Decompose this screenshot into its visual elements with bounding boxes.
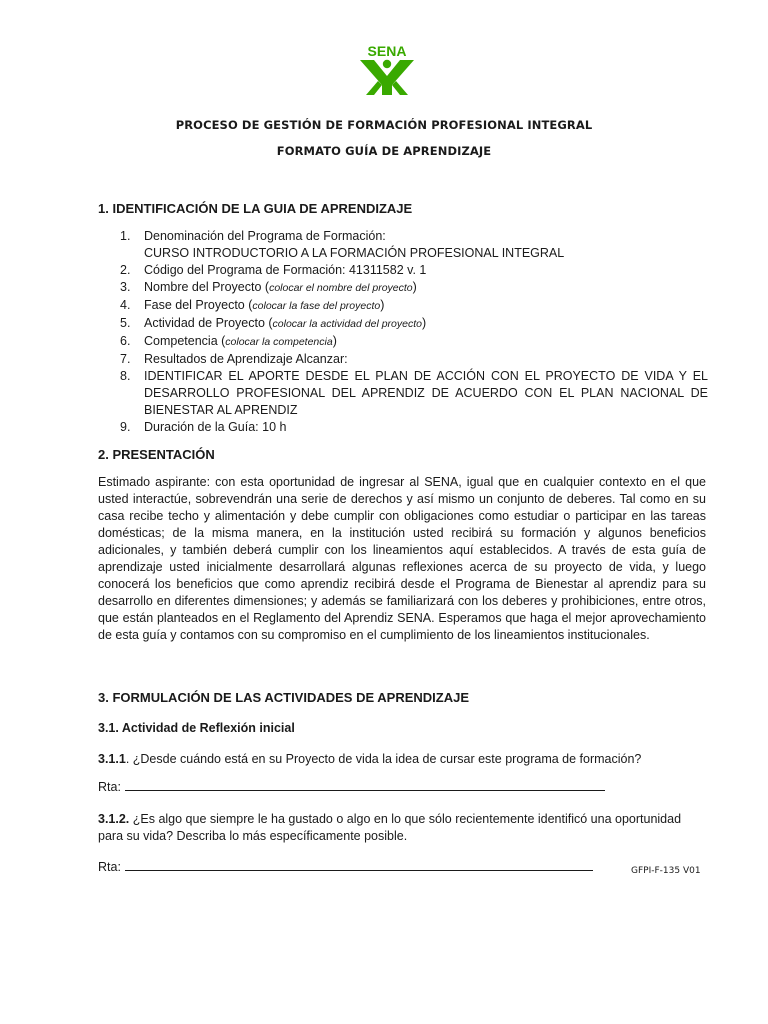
answer-line[interactable] xyxy=(125,869,593,871)
section-1-heading: 1. IDENTIFICACIÓN DE LA GUIA DE APRENDIZAJE xyxy=(98,201,413,216)
list-item: 4. Fase del Proyecto (colocar la fase del proyecto) xyxy=(120,298,385,312)
answer-line[interactable] xyxy=(125,789,605,791)
answer-3-1-2[interactable]: Rta: xyxy=(98,860,593,874)
section-2-heading: 2. PRESENTACIÓN xyxy=(98,447,215,462)
section-3-heading: 3. FORMULACIÓN DE LAS ACTIVIDADES DE APRENDIZAJE xyxy=(98,690,470,705)
sena-logo-text: SENA xyxy=(367,43,407,59)
answer-3-1-1[interactable]: Rta: xyxy=(98,780,605,794)
list-item: 2. Código del Programa de Formación: 41311582 v. 1 xyxy=(120,263,427,277)
sena-logo xyxy=(356,40,418,96)
question-3-1-1: 3.1.1. ¿Desde cuándo está en su Proyecto de vida la idea de cursar este programa de formación? xyxy=(98,752,642,766)
form-code: GFPI-F-135 V01 xyxy=(631,866,701,876)
document-title: PROCESO DE GESTIÓN DE FORMACIÓN PROFESIONAL INTEGRAL xyxy=(175,118,593,132)
document-subtitle: FORMATO GUÍA DE APRENDIZAJE xyxy=(276,144,492,158)
presentation-paragraph: Estimado aspirante: con esta oportunidad de ingresar al SENA, igual que en cualquier contexto en el que usted interactúe, sobrevendrán una serie de derechos y así mismo un conjunto de deberes. Tal como en su casa recibe techo y alimentación y debe cumplir con obligaciones como estudiar o participar en las tareas domésticas; de la misma manera, en la institución usted recibirá su formación y algunos beneficios adicionales, y también deberá cumplir con los lineamientos aquí establecidos. A través de esta guía de aprendizaje usted inicialmente desarrollará algunas reflexiones acerca de su proyecto de vida, y luego conocerá los beneficios que como aprendiz recibirá desde el Programa de Bienestar al aprendiz para su desarrollo en diferentes dimensiones; y además se familiarizará con los deberes y prohibiciones, entre otros, que están planteados en el Reglamento del Aprendiz SENA. Esperamos que haga el mejor aprovechamiento de esta guía y contamos con su compromiso en el cumplimiento de los lineamientos institucionales. xyxy=(98,475,706,642)
list-item: 1. Denominación del Programa de Formación: CURSO INTRODUCTORIO A LA FORMACIÓN PROFESIONAL INTEGRAL xyxy=(120,229,565,260)
list-item: 8. IDENTIFICAR EL APORTE DESDE EL PLAN DE ACCIÓN CON EL PROYECTO DE VIDA Y EL DESARROLLO PROFESIONAL DEL APRENDIZ DE ACUERDO CON EL PLAN NACIONAL DE BIENESTAR AL APRENDIZ xyxy=(120,369,708,417)
list-item: 5. Actividad de Proyecto (colocar la actividad del proyecto) xyxy=(120,316,427,330)
identification-list xyxy=(98,228,708,436)
list-item: 3. Nombre del Proyecto (colocar el nombre del proyecto) xyxy=(120,280,417,294)
list-item: 9. Duración de la Guía: 10 h xyxy=(120,420,287,434)
section-3-1-heading: 3.1. Actividad de Reflexión inicial xyxy=(98,721,295,735)
list-item: 6. Competencia (colocar la competencia) xyxy=(120,334,337,348)
question-3-1-2: 3.1.2. ¿Es algo que siempre le ha gustado o algo en lo que sólo recientemente identificó una oportunidad para su vida? Describa lo más específicamente posible. xyxy=(98,812,682,843)
list-item: 7. Resultados de Aprendizaje Alcanzar: xyxy=(120,352,348,366)
